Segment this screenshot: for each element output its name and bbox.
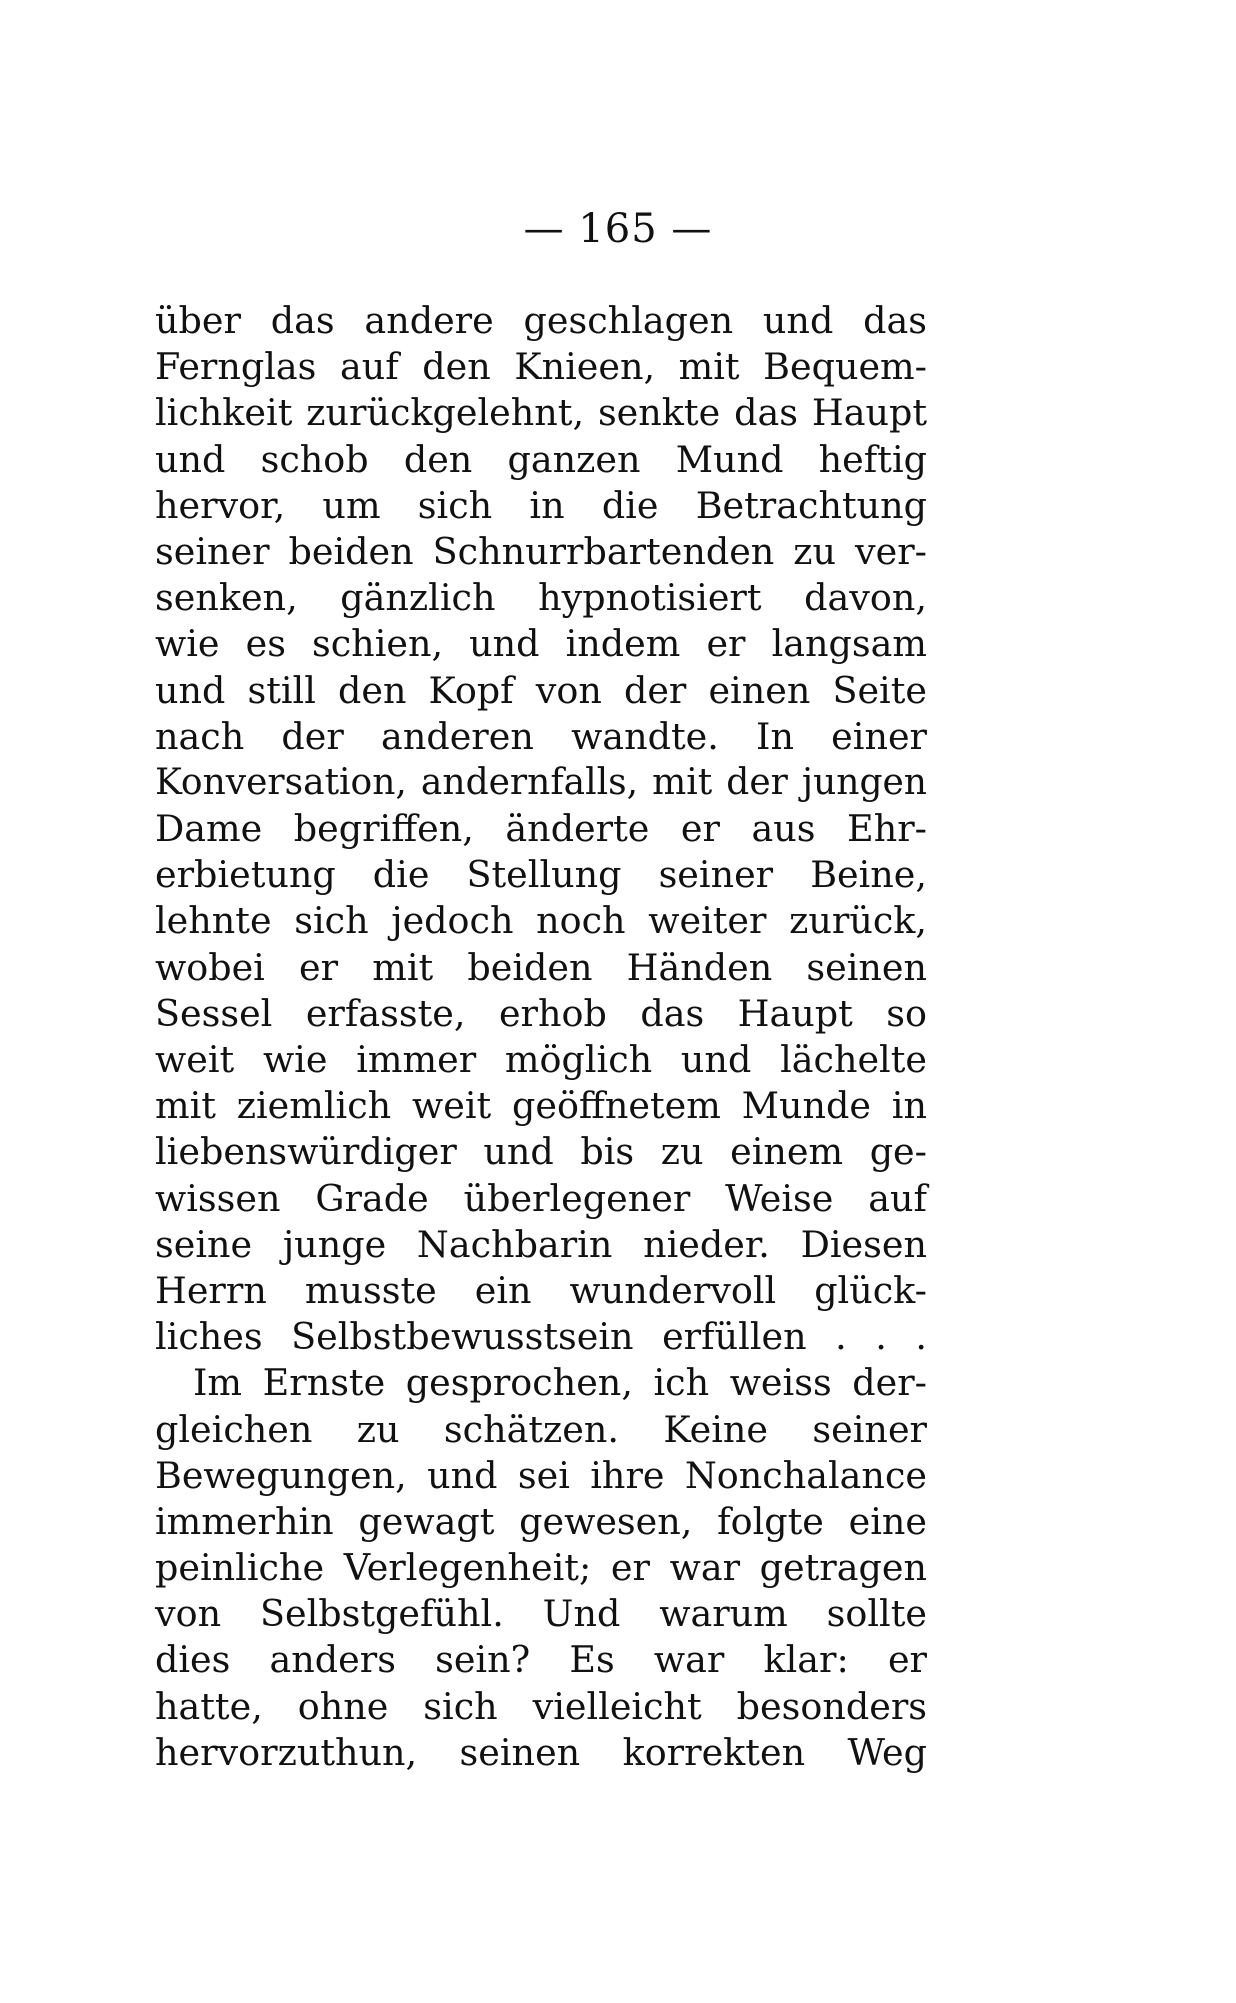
text-line: Konversation, andernfalls, mit der jungen bbox=[155, 761, 927, 803]
text-line: wobei er mit beiden Händen seinen bbox=[155, 945, 927, 989]
text-line: wissen Grade überlegener Weise auf bbox=[155, 1176, 927, 1220]
text-line: hervorzuthun, seinen korrekten Weg bbox=[155, 1730, 927, 1774]
text-line: und still den Kopf von der einen Seite bbox=[155, 668, 927, 712]
text-line: gleichen zu schätzen. Keine seiner bbox=[155, 1407, 927, 1451]
page-number: — 165 — bbox=[523, 206, 713, 252]
text-line: seiner beiden Schnurrbartenden zu ver- bbox=[155, 529, 927, 573]
text-line: mit ziemlich weit geöffnetem Munde in bbox=[155, 1084, 927, 1128]
text-line: weit wie immer möglich und lächelte bbox=[155, 1038, 927, 1081]
text-line: hatte, ohne sich vielleicht besonders bbox=[155, 1684, 927, 1728]
text-line: lichkeit zurückgelehnt, senkte das Haupt bbox=[155, 391, 927, 435]
text-line: nach der anderen wandte. In einer bbox=[155, 714, 927, 758]
text-line: liches Selbstbewusstsein erfüllen . . . bbox=[155, 1315, 927, 1359]
body-text bbox=[155, 298, 927, 1776]
text-line: immerhin gewagt gewesen, folgte eine bbox=[155, 1499, 927, 1543]
text-line: hervor, um sich in die Betrachtung bbox=[155, 483, 927, 527]
text-line: Fernglas auf den Knieen, mit Bequem- bbox=[155, 345, 927, 389]
text-line: Sessel erfasste, erhob das Haupt so bbox=[155, 991, 927, 1035]
text-line: lehnte sich jedoch noch weiter zurück, bbox=[155, 899, 927, 943]
text-line: Dame begriffen, änderte er aus Ehr- bbox=[155, 807, 927, 851]
text-line: Bewegungen, und sei ihre Nonchalance bbox=[155, 1453, 927, 1497]
text-line: und schob den ganzen Mund heftig bbox=[155, 437, 927, 481]
text-line: liebenswürdiger und bis zu einem ge- bbox=[155, 1130, 927, 1174]
text-line: dies anders sein? Es war klar: er bbox=[155, 1638, 927, 1682]
text-line: von Selbstgefühl. Und warum sollte bbox=[155, 1592, 927, 1636]
text-line: erbietung die Stellung seiner Beine, bbox=[155, 853, 927, 897]
text-line: peinliche Verlegenheit; er war getragen bbox=[155, 1546, 927, 1590]
text-line: senken, gänzlich hypnotisiert davon, bbox=[155, 576, 927, 620]
text-line: seine junge Nachbarin nieder. Diesen bbox=[155, 1222, 927, 1266]
text-line: Herrn musste ein wundervoll glück- bbox=[155, 1268, 927, 1312]
text-line: wie es schien, und indem er langsam bbox=[155, 622, 927, 666]
text-line: Im Ernste gesprochen, ich weiss der- bbox=[193, 1361, 927, 1405]
text-line: über das andere geschlagen und das bbox=[155, 299, 927, 342]
